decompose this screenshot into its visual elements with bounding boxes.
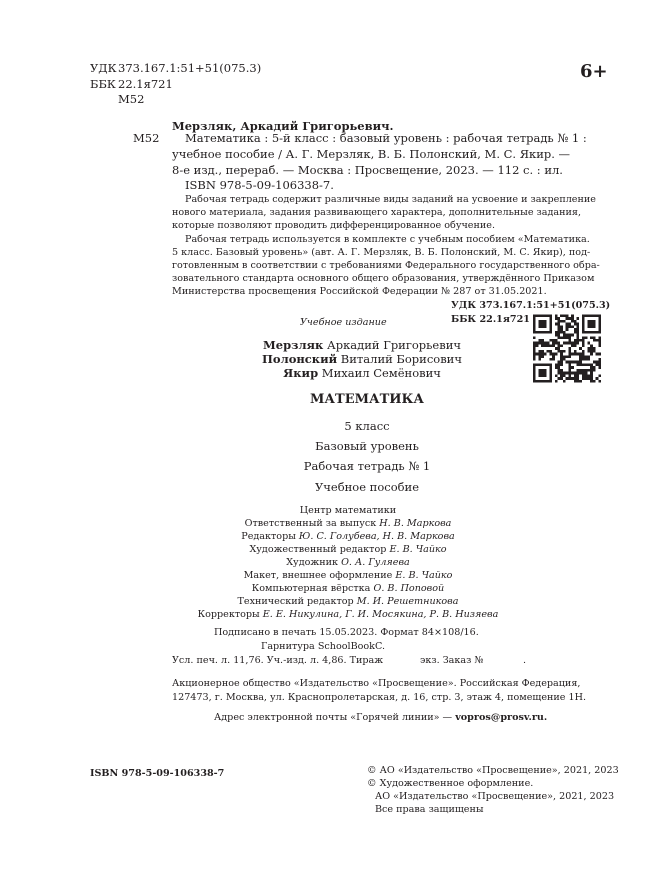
bib-udk: УДК 373.167.1:51+51(075.3): [451, 300, 611, 311]
credit-role: Художественный редактор: [249, 544, 387, 555]
credit-line: [241, 530, 455, 543]
credit-line: [198, 608, 499, 621]
credit-line: [245, 517, 452, 530]
qr-code[interactable]: [533, 313, 601, 384]
imprint-email-line: [214, 711, 547, 724]
bib-line: учебное пособие / А. Г. Мерзляк, В. Б. Полонский, М. С. Якир. —: [172, 147, 571, 161]
credit-line: [249, 543, 446, 556]
credit-role: Ответственный за выпуск: [244, 518, 377, 529]
subtitle: Учебное пособие: [314, 480, 420, 494]
annotation-line: Рабочая тетрадь содержит различные виды заданий на усвоение и закрепление: [185, 194, 596, 205]
author-heading: Мерзляк, Аркадий Григорьевич.: [172, 119, 394, 133]
imprint-sheets: Усл. печ. л. 11,76. Уч.-изд. л. 4,86. Тираж: [172, 655, 384, 666]
age-rating: 6+: [580, 61, 608, 82]
bbk-label: ББК: [90, 77, 116, 91]
author-name: Виталий Борисович: [340, 352, 462, 366]
annotation-line: Рабочая тетрадь используется в комплекте с учебным пособием «Математика.: [185, 234, 590, 245]
credit-names: О. В. Поповой: [373, 583, 445, 594]
annotation-line: которые позволяют проводить дифференцированное обучение.: [172, 220, 496, 231]
copyright-line: © АО «Издательство «Просвещение», 2021, 2023: [367, 765, 619, 776]
credit-names: Е. В. Чайко: [389, 544, 447, 555]
bib-isbn: ISBN 978-5-09-106338-7.: [185, 178, 334, 192]
credit-role: Художник: [286, 557, 339, 568]
imprint-publisher: Акционерное общество «Издательство «Просвещение». Российская Федерация,: [172, 678, 581, 689]
book-title: МАТЕМАТИКА: [310, 392, 424, 407]
bbk-value: 22.1я721: [118, 77, 173, 91]
author-line: [262, 352, 462, 366]
credit-line: [286, 556, 410, 569]
imprint-address: 127473, г. Москва, ул. Краснопролетарская, д. 16, стр. 3, этаж 4, помещение 1Н.: [172, 692, 587, 703]
copyright-line: © Художественное оформление.: [367, 778, 534, 789]
credit-role: Редакторы: [241, 531, 296, 542]
bib-bbk: ББК 22.1я721: [451, 314, 530, 325]
credit-role: Компьютерная вёрстка: [251, 583, 371, 594]
copyright-line: Все права защищены: [375, 804, 484, 815]
udk-value: 373.167.1:51+51(075.3): [118, 61, 262, 75]
credit-role: Макет, внешнее оформление: [243, 570, 393, 581]
credit-line: [244, 569, 453, 582]
subtitle: Базовый уровень: [315, 439, 419, 453]
credit-role: Корректоры: [197, 609, 260, 620]
credit-names: М. И. Решетникова: [356, 596, 459, 607]
credit-names: Ю. С. Голубева, Н. В. Маркова: [298, 531, 455, 542]
annotation-line: готовленным в соответствии с требованиями Федерального государственного обра-: [172, 260, 600, 271]
credit-line: [238, 595, 459, 608]
annotation-line: Министерства просвещения Российской Федерации № 287 от 31.05.2021.: [172, 286, 547, 297]
credit-names: Н. В. Маркова: [379, 518, 452, 529]
credit-names: Е. Е. Никулина, Г. И. Мосякина, Р. В. Низяева: [262, 609, 499, 620]
author-line: [263, 338, 461, 352]
author-surname: Якир: [283, 366, 319, 380]
annotation-line: 5 класс. Базовый уровень» (авт. А. Г. Мерзляк, В. Б. Полонский, М. С. Якир), под-: [172, 247, 591, 258]
email-link[interactable]: vopros@prosv.ru.: [455, 712, 548, 723]
annotation-line: зовательного стандарта основного общего образования, утверждённого Приказом: [172, 273, 595, 284]
subtitle: 5 класс: [344, 419, 390, 433]
udk-label: УДК: [90, 61, 117, 75]
imprint-order: экз. Заказ №: [420, 655, 484, 666]
bib-line: 8-е изд., перераб. — Москва : Просвещение, 2023. — 112 с. : ил.: [172, 163, 563, 177]
subtitle: Рабочая тетрадь № 1: [303, 459, 431, 473]
credit-names: Е. В. Чайко: [395, 570, 453, 581]
annotation-line: нового материала, задания развивающего характера, дополнительные задания,: [172, 207, 582, 218]
bib-line: Математика : 5-й класс : базовый уровень : рабочая тетрадь № 1 :: [185, 131, 587, 145]
author-mark: М52: [118, 92, 145, 106]
credit-line: [252, 582, 444, 595]
copyright-line: АО «Издательство «Просвещение», 2021, 2023: [375, 791, 615, 802]
credit-role: Технический редактор: [237, 596, 354, 607]
author-name: Михаил Семёнович: [321, 366, 441, 380]
edition-type: Учебное издание: [300, 317, 387, 328]
email-prefix: Адрес электронной почты «Горячей линии» —: [214, 712, 453, 723]
imprint-order-end: .: [523, 655, 527, 666]
author-surname: Мерзляк: [263, 338, 324, 352]
author-line: [283, 366, 441, 380]
credits-center: Центр математики: [299, 505, 397, 516]
author-surname: Полонский: [262, 352, 338, 366]
author-name: Аркадий Григорьевич: [327, 338, 461, 352]
credit-names: О. А. Гуляева: [341, 557, 410, 568]
imprint-typeface: Гарнитура SchoolBookC.: [260, 641, 386, 652]
bib-author-mark: М52: [133, 131, 160, 145]
footer-isbn: ISBN 978-5-09-106338-7: [90, 768, 225, 779]
imprint-signed: Подписано в печать 15.05.2023. Формат 84×108/16.: [214, 627, 479, 638]
